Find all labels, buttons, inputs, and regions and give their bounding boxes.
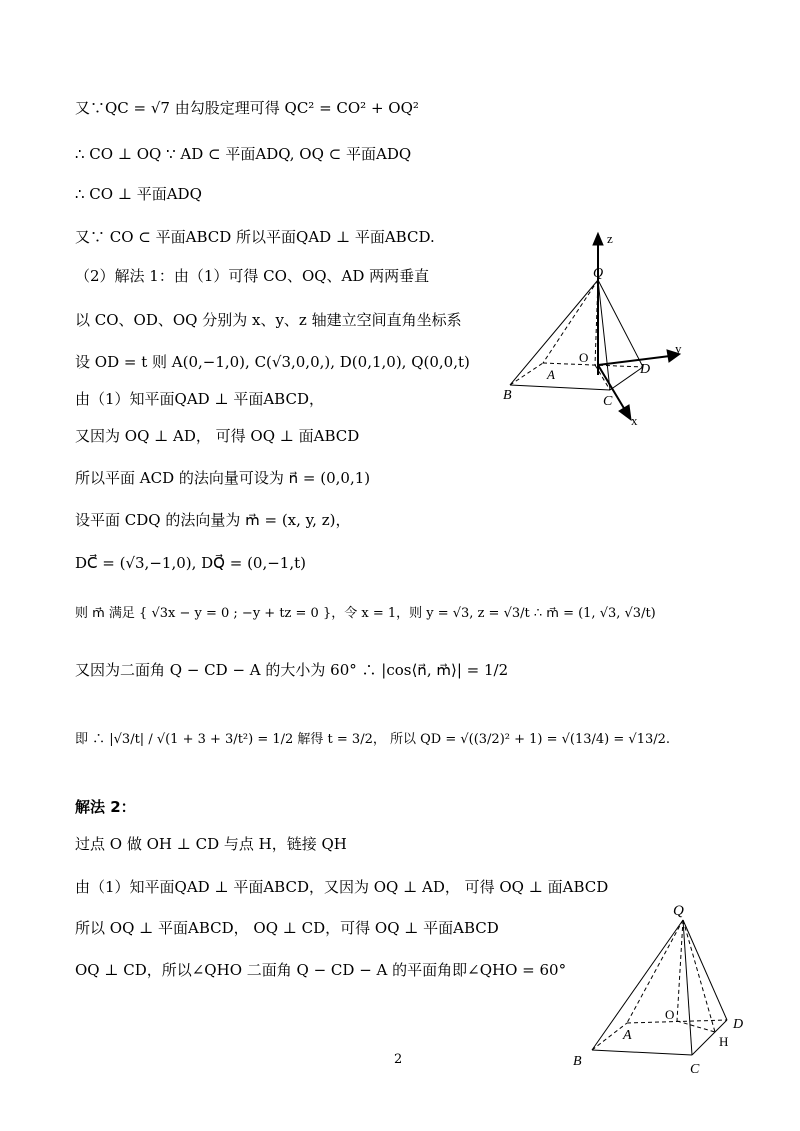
edge-QA (627, 920, 683, 1023)
label-x: x (631, 413, 638, 428)
edge-QO (677, 920, 683, 1021)
edge-BC (592, 1050, 692, 1055)
text-line-1: 又∵QC = √7 由勾股定理可得 QC² = CO² + OQ² (75, 99, 419, 117)
text-line-10: 所以平面 ACD 的法向量可设为 n⃗ = (0,0,1) (75, 469, 371, 487)
edge-QD (598, 280, 643, 367)
text-line-20: OQ ⊥ CD，所以∠QHO 二面角 Q − CD − A 的平面角即∠QHO = 60° (75, 961, 567, 979)
label-A: A (623, 1028, 632, 1043)
label-D: D (733, 1017, 744, 1032)
page-number: 2 (394, 1052, 403, 1067)
label-A: A (547, 367, 555, 382)
segment-QH (683, 920, 715, 1032)
label-B: B (503, 388, 512, 403)
label-y: y (675, 341, 682, 356)
edge-AD (543, 363, 643, 367)
edge-QA (543, 280, 598, 363)
label-C: C (690, 1062, 700, 1077)
pyramid-dihedral-figure (565, 895, 770, 1085)
edge-QB (592, 920, 683, 1050)
text-line-16: 解法 2： (75, 798, 136, 816)
text-line-18: 由（1）知平面QAD ⊥ 平面ABCD，又因为 OQ ⊥ AD， 可得 OQ ⊥ 面ABCD (75, 878, 609, 896)
edge-BA (510, 363, 543, 385)
x-axis-arrowhead (619, 405, 631, 420)
text-line-3: ∴ CO ⊥ 平面ADQ (75, 185, 202, 203)
label-Q: Q (593, 266, 604, 281)
text-line-15: 即 ∴ |√3/t| / √(1 + 3 + 3/t²) = 1/2 解得 t = 3/2， 所以 QD = √((3/2)² + 1) = √(13/4) = √13/2. (75, 732, 671, 747)
z-axis-arrowhead (593, 233, 603, 245)
label-B: B (573, 1054, 582, 1069)
text-line-9: 又因为 OQ ⊥ AD， 可得 OQ ⊥ 面ABCD (75, 427, 360, 445)
text-line-8: 由（1）知平面QAD ⊥ 平面ABCD， (75, 390, 324, 408)
label-O: O (665, 1007, 675, 1022)
text-line-14: 又因为二面角 Q − CD − A 的大小为 60° ∴ |cos⟨n⃗, m⃗⟩| = 1/2 (75, 661, 509, 679)
label-z: z (607, 231, 613, 246)
edge-BA (592, 1023, 627, 1050)
text-line-19: 所以 OQ ⊥ 平面ABCD， OQ ⊥ CD，可得 OQ ⊥ 平面ABCD (75, 919, 499, 937)
label-O: O (579, 350, 589, 365)
text-line-6: 以 CO、OD、OQ 分别为 x、y、z 轴建立空间直角坐标系 (75, 311, 462, 329)
pyramid-axes-figure (495, 225, 695, 435)
text-line-5: （2）解法 1：由（1）可得 CO、OQ、AD 两两垂直 (75, 267, 430, 285)
text-line-17: 过点 O 做 OH ⊥ CD 与点 H，链接 QH (75, 835, 347, 853)
label-H: H (719, 1034, 729, 1049)
label-D: D (640, 362, 651, 377)
edge-QC (683, 920, 692, 1055)
text-line-4: 又∵ CO ⊂ 平面ABCD 所以平面QAD ⊥ 平面ABCD. (75, 228, 435, 246)
text-line-12: DC⃗ = (√3,−1,0), DQ⃗ = (0,−1,t) (75, 554, 306, 572)
segment-OH (677, 1021, 715, 1032)
edge-CD (610, 367, 643, 390)
y-axis (598, 356, 670, 365)
label-Q: Q (673, 903, 684, 919)
text-line-7: 设 OD = t 则 A(0,−1,0), C(√3,0,0,), D(0,1,0), Q(0,0,t) (75, 353, 470, 371)
edge-BC (510, 385, 610, 390)
text-line-11: 设平面 CDQ 的法向量为 m⃗ = (x, y, z)， (75, 511, 351, 529)
label-C: C (603, 394, 613, 409)
text-line-13: 则 m⃗ 满足 { √3x − y = 0 ; −y + tz = 0 }，令 x = 1，则 y = √3, z = √3/t ∴ m⃗ = (1, √3, √3/t) (75, 606, 656, 621)
text-line-2: ∴ CO ⊥ OQ ∵ AD ⊂ 平面ADQ, OQ ⊂ 平面ADQ (75, 145, 412, 163)
edge-QD (683, 920, 727, 1020)
